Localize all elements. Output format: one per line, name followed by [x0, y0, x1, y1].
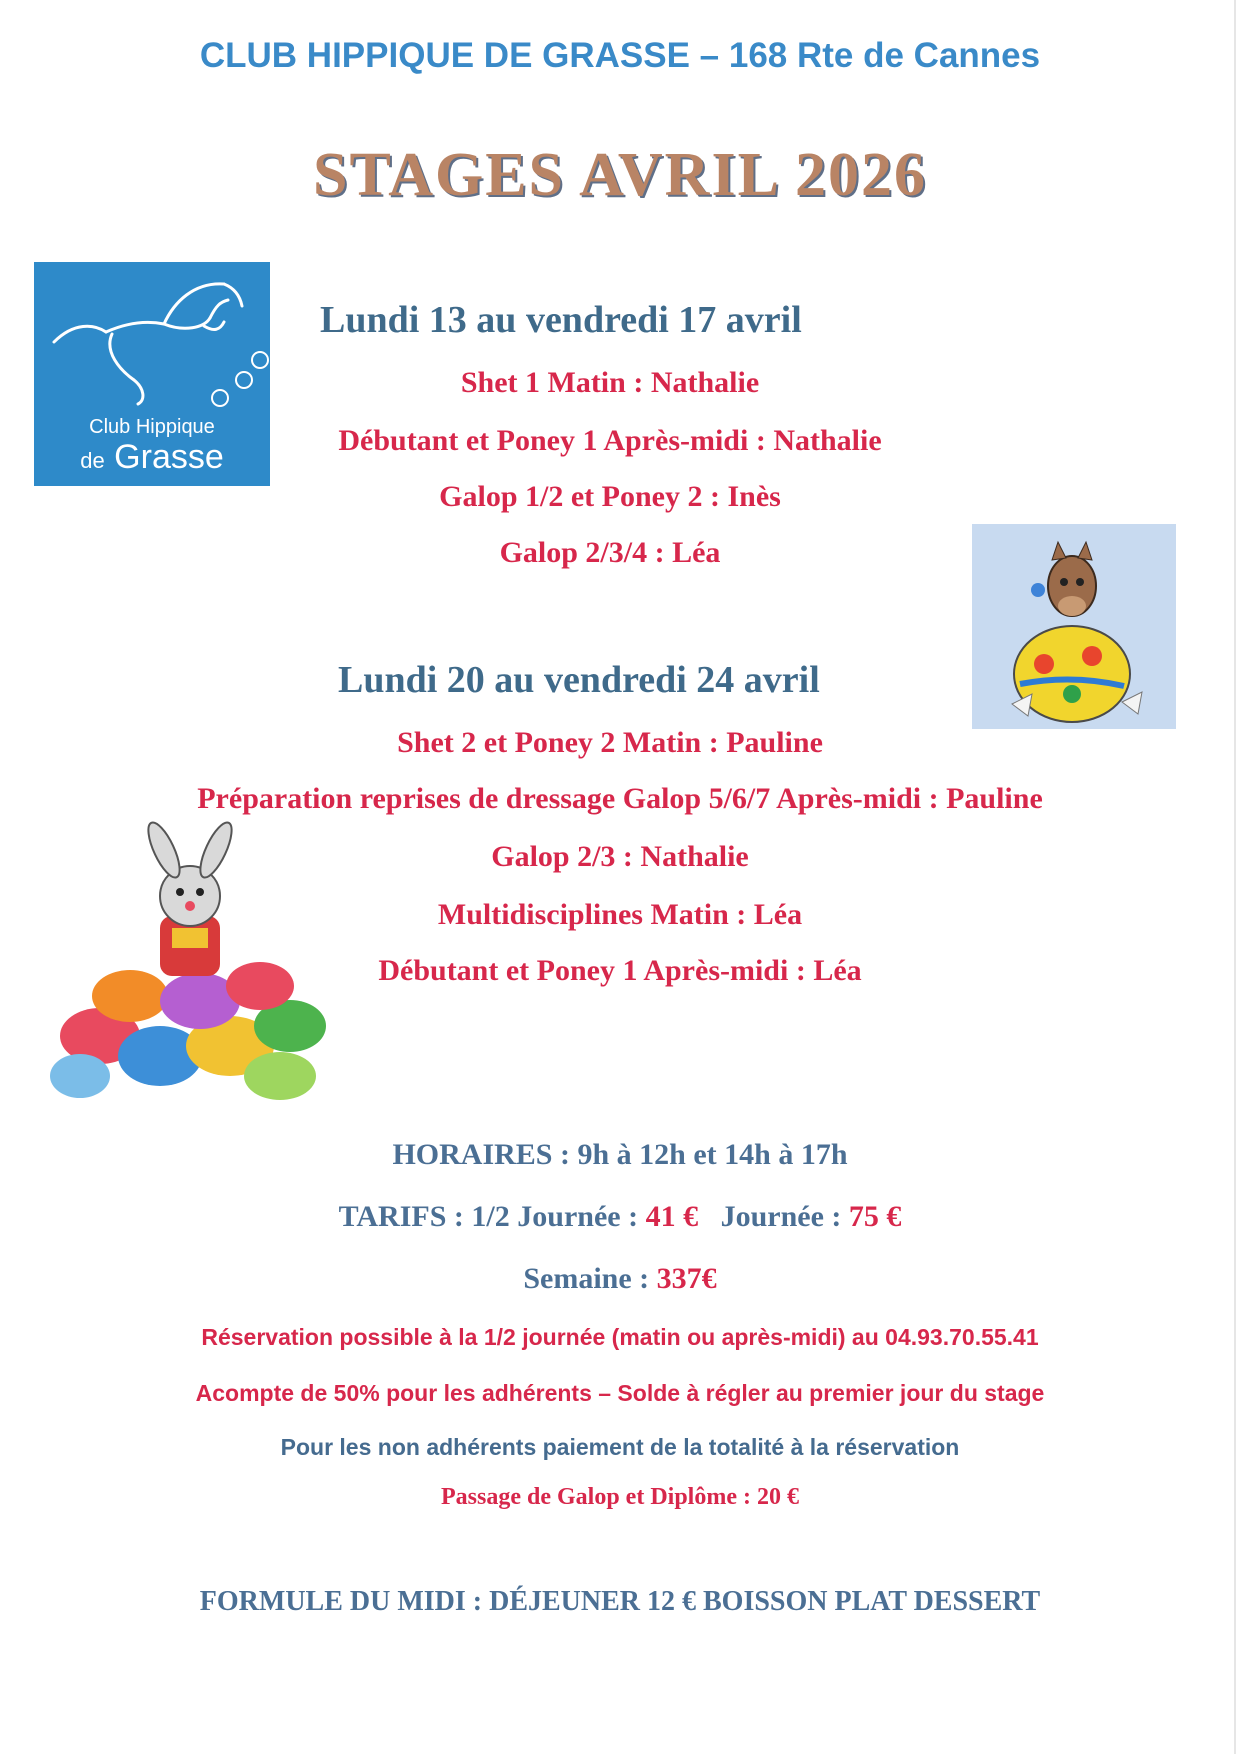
horaires-label: HORAIRES — [392, 1138, 553, 1171]
bunny-eggs-image — [40, 816, 340, 1116]
tarifs-line: TARIFS : 1/2 Journée : 41 € Journée : 75 € — [338, 1200, 902, 1233]
half-day-label: 1/2 Journée : — [471, 1200, 639, 1233]
period2-title: Lundi 20 au vendredi 24 avril — [338, 659, 820, 701]
day-price: 75 € — [848, 1200, 902, 1233]
week-line — [0, 1262, 1240, 1296]
club-header: CLUB HIPPIQUE DE GRASSE – 168 Rte de Cannes — [199, 36, 1041, 75]
week-label: Semaine : — [523, 1262, 650, 1295]
page-title: STAGES AVRIL 2026 — [312, 141, 928, 209]
day-label: Journée : — [720, 1200, 842, 1233]
half-day-price: 41 € — [645, 1200, 699, 1233]
horaires-value: 9h à 12h et 14h à 17h — [577, 1138, 848, 1171]
period1-session-1: Shet 1 Matin : Nathalie — [460, 366, 760, 399]
horaires-line: HORAIRES : 9h à 12h et 14h à 17h — [392, 1138, 848, 1171]
logo-text-prefix: de — [80, 448, 105, 473]
bunny-on-easter-eggs-icon — [40, 816, 340, 1116]
logo-text-line1: Club Hippique — [89, 416, 215, 438]
period1-session-4: Galop 2/3/4 : Léa — [499, 536, 721, 569]
week-price: 337€ — [656, 1262, 717, 1295]
note-acompte: Acompte de 50% pour les adhérents – Solde à régler au premier jour du stage — [195, 1380, 1045, 1406]
period2-session-4: Multidisciplines Matin : Léa — [437, 898, 803, 931]
period1-session-3: Galop 1/2 et Poney 2 : Inès — [439, 480, 781, 513]
note-reservation: Réservation possible à la 1/2 journée (matin ou après-midi) au 04.93.70.55.41 — [201, 1324, 1039, 1350]
note-non-adherents: Pour les non adhérents paiement de la totalité à la réservation — [280, 1434, 960, 1460]
footer-formule: FORMULE DU MIDI : DÉJEUNER 12 € BOISSON PLAT DESSERT — [199, 1586, 1041, 1617]
tarifs-label: TARIFS — [338, 1200, 447, 1233]
period1-session-2: Débutant et Poney 1 Après-midi : Nathalie — [338, 424, 882, 457]
period2-session-1: Shet 2 et Poney 2 Matin : Pauline — [397, 726, 823, 759]
note-galop-diplome: Passage de Galop et Diplôme : 20 € — [441, 1484, 799, 1510]
period1-title: Lundi 13 au vendredi 17 avril — [320, 299, 802, 341]
period2-session-2: Préparation reprises de dressage Galop 5/6/7 Après-midi : Pauline — [197, 782, 1043, 815]
pony-egg-image — [972, 524, 1176, 729]
period2-session-3: Galop 2/3 : Nathalie — [491, 840, 749, 873]
pony-in-easter-egg-icon — [972, 524, 1176, 729]
period2-session-5: Débutant et Poney 1 Après-midi : Léa — [378, 954, 862, 987]
logo-text-grasse: Grasse — [114, 438, 224, 476]
